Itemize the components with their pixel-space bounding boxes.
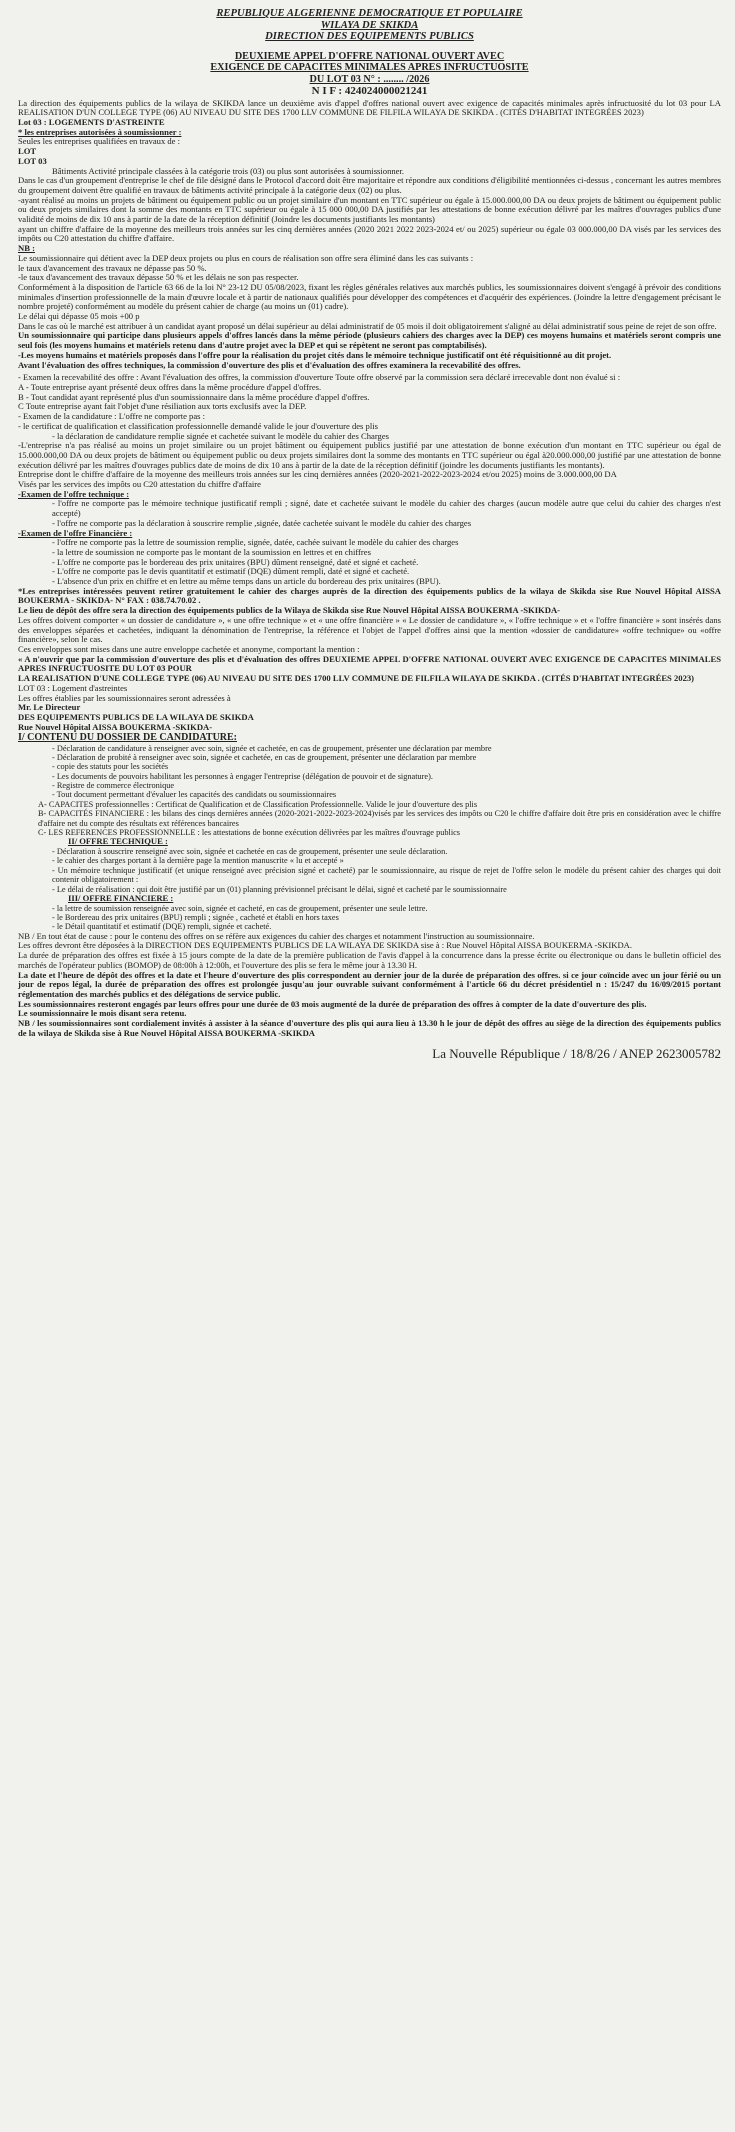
- dossier-capacites-fin: B- CAPACITÉS FINANCIERE : les bilans des cinqs dernières années (2020-2021-2022-2023-2024)visés par les services des impôts ou C20 le chiffre d'affaire doit être pris en considération avec le chiffre d'affaire net du compte des résultats ext références bancaires: [38, 809, 721, 828]
- authorized-heading: * les entreprises autorisées à soumissionner :: [18, 126, 182, 137]
- candidature-turnover: Entreprise dont le chiffre d'affaire de la moyenne des meilleurs trois années sur les cinq dernières années (2020-2021-2022-2023-2024 et/ou 2025) moins de 3.000.000,00 DA: [18, 469, 617, 480]
- lot-heading: Lot 03 : LOGEMENTS D'ASTREINTE: [18, 117, 165, 128]
- dossier-item-3: - copie des statuts pour les sociétés: [52, 762, 169, 772]
- recevabilite-a: A - Toute entreprise ayant présenté deux offres dans la même procédure d'appel d'offres.: [18, 382, 322, 392]
- dossier-item-1: - Déclaration de candidature à renseigner avec soin, signée et cachetée, en cas de groupement, présenter une déclaration par membre: [52, 743, 492, 753]
- financiere-exam-2: - la lettre de soumission ne comporte pas le montant de la soumission en lettres et en chiffres: [52, 546, 371, 557]
- lot-mention: LOT 03 : Logement d'astreintes: [18, 682, 128, 693]
- title-line-1: DEUXIEME APPEL D'OFFRE NATIONAL OUVERT AVEC: [234, 50, 505, 62]
- dossier-capacites-pro: A- CAPACITES professionnelles : Certificat de Qualification et de Classification Professionnelle. Valide le jour d'ouverture des plis: [38, 799, 478, 809]
- candidature-cert: - le certificat de qualification et classification professionnelle demandé valide le jour d'ouverture des plis: [18, 420, 378, 431]
- closing-retained: Le soumissionnaire le mois disant sera retenu.: [18, 1008, 187, 1019]
- opening-mention: « A n'ouvrir que par la commission d'ouverture des plis et d'évaluation des offres DEUXIEME APPEL D'OFFRE NATIONAL OUVERT AVEC EXIGENCE DE CAPACITES MINIMALES APRES INFRUCTUOSITE DU LOT 03 POUR: [18, 653, 721, 674]
- dossier-item-5: - Registre de commerce électronique: [52, 781, 175, 791]
- deposit-place: Le lieu de dépôt des offre sera la direction des équipements publics de la Wilaya de Skikda sise Rue Nouvel Hôpital AISSA BOUKERMA -SKIKDA-: [18, 605, 561, 616]
- technique-item-3: - Un mémoire technique justificatif (et unique renseigné avec précision signé et cacheté) par le soumissionnaire, au risque de rejet de l'offre selon le modèle du présent cahier des charges qui doit contenir obligatoirement :: [52, 865, 721, 885]
- closing-nb: NB / En tout état de cause : pour le contenu des offres on se réfère aux exigences du cahier des charges et notamment l'instruction au soumissionnaire.: [18, 930, 535, 941]
- candidature-projects: -L'entreprise n'a pas réalisé au moins un projet similaire ou un projet bâtiment ou équipement publics justifié par une attestation de bonne exécution d'un montant en TTC supérieur ou égal de 15.000.000,00 DA ou deux projets de bâtiment ou équipement public ou deux projets similaires dont la somme des montants en TTC supérieur ou égal à20.000.000,00 justifié par une attestation de bonne exécution délivré par les maîtres d'ouvrages publics date de moins de dix 10 ans à partir de la date de la réception définitif (joindre les documents justifiants les montants).: [18, 440, 721, 470]
- financiere-exam-4: - L'offre ne comporte pas le devis quantitatif et estimatif (DQE) dûment rempli, daté et signé et cacheté.: [52, 566, 410, 577]
- nb-paragraph: Le soumissionnaire qui détient avec la DEP deux projets ou plus en cours de réalisation son offre sera éliminé dans les cas suivants :: [18, 252, 474, 263]
- recevabilite-b: B - Tout candidat ayant représenté plus d'un soumissionnaire dans la même procédure d'appel d'offres.: [18, 391, 370, 402]
- dossier-item-2: - Déclaration de probité à renseigner avec soin, signée et cachetée, en cas de groupement, présenter une déclaration par membre: [52, 752, 477, 762]
- technique-item-1: - Déclaration à souscrire renseigné avec soin, signée et cachetée en cas de groupement, présenter une seule déclaration.: [52, 847, 448, 857]
- newspaper-footer: La Nouvelle République / 18/8/26 / ANEP 2623005782: [432, 1045, 721, 1061]
- closing-duration: La durée de préparation des offres est fixée à 15 jours compte de la date de la première publication de l'avis d'appel à la concurrence dans la presse écrite ou électronique ou dans le bulletin officiel des marchés de l'opérateur publics (BOMOP) de 08:00h à 12:00h, et l'ouverture des plis se fera le même jour à 13.30 H.: [18, 950, 721, 970]
- rate-line-1: le taux d'avancement des travaux ne dépasse pas 50 %.: [18, 262, 207, 273]
- turnover-paragraph: ayant un chiffre d'affaire de la moyenne des meilleurs trois années sur les cinq dernières années (2020 2021 2022 2023-2024 et/ ou 2025) supérieur ou égale 03 000.000,00 DA visés par les services des impôts ou C20 attestation du chiffre d'affaire.: [18, 223, 721, 244]
- intro-paragraph: La direction des équipements publics de la wilaya de SKIKDA lance un deuxième avis d'appel d'offres national ouvert avec exigence de capacités minimales après infructuosité du lot 03 pour LA REALISATION D'UN COLLEGE TYPE (06) AU NIVEAU DU SITE DES 1700 LLV COMMUNE DE FILFILA WILAYA DE SKIKDA . (CITÉS D'HABITAT INTEGRÉES 2023): [18, 97, 721, 118]
- financiere-exam-heading: -Examen de l'offre Financière :: [18, 527, 133, 538]
- insertion-paragraph: Conformément à la disposition de l'article 63 66 de la loi N° 23-12 DU 05/08/2023, fixant les règles générales relatives aux marchés publics, les soumissionnaires doivent s'engagé à prévoir des conditions minimales d'insertion professionnelle de la main d'œuvre locale et à partir de nationaux qualifiés pour développer des compétences et d'acquérir des expériences. (Joindre la lettre d'engagement précisant le nombre projeté) conformément au modèle du présent cahier de charge (au moins un (01) cadre).: [18, 281, 721, 312]
- groupement-paragraph: Dans le cas d'un groupement d'entreprise le chef de file désigné dans le Protocol d'accord doit être majoritaire et répondre aux conditions d'éligibilité mentionnées ci-dessus , concernant les autres membres du groupement doivent être qualifié en travaux de bâtiments activité principale à la catégorie deux (02) ou plus.: [18, 175, 722, 195]
- technique-heading: II/ OFFRE TECHNIQUE :: [68, 836, 168, 847]
- direction-line: DES EQUIPEMENTS PUBLICS DE LA WILAYA DE SKIKDA: [18, 711, 254, 722]
- closing-deposit: Les offres devront être déposées à la DIRECTION DES EQUIPEMENTS PUBLICS DE LA WILAYA DE SKIKDA sise à : Rue Nouvel Hôpital AISSA BOUKERMA -SKIKDA.: [18, 940, 633, 951]
- closing-invitation: NB / les soumissionnaires sont cordialement invités à assister à la séance d'ouverture des plis qui aura lieu à 13.30 h le jour de dépôt des offres au siège de la direction des équipements publics de la wilaya de Skikda sise à Rue Nouvel Hôpital AISSA BOUKERMA -SKIKDA: [18, 1018, 721, 1038]
- multiple-offers-paragraph: Un soumissionnaire qui participe dans plusieurs appels d'offres lancés dans la même période (plusieurs cahiers des charges avec la DEP) ces moyens humains et matériels seront compris une seul fois (les moyens humains et matériels retenu dans d'autre projet avec la DEP et qui se répètent ne seront pas comptabilisés).: [18, 330, 721, 351]
- lot-label: LOT: [18, 146, 37, 157]
- nb-label: NB :: [18, 243, 35, 254]
- financiere-item-3: - le Détail quantitatif et estimatif (DQE) rempli, signée et cacheté.: [52, 922, 272, 932]
- candidature-declaration: - la déclaration de candidature remplie signée et cachetée suivant le modèle du cahier des Charges: [52, 430, 389, 441]
- means-paragraph: -Les moyens humains et matériels proposés dans l'offre pour la réalisation du projet cités dans le mémoire technique justificatif ont été réquisitionné au dit projet.: [18, 349, 612, 360]
- financiere-item-1: - la lettre de soumission renseignée avec soin, signée et cacheté, en cas de groupement, présenter une seule lettre.: [52, 903, 428, 913]
- dossier-item-6: - Tout document permettant d'évaluer les capacités des candidats ou soumissionnaires: [52, 790, 337, 800]
- financiere-exam-1: - l'offre ne comporte pas la lettre de soumission remplie, signée, datée, cachée suivant le modèle du cahier des charges: [52, 537, 459, 548]
- technique-exam-1: - l'offre ne comporte pas le mémoire technique justificatif rempli ; signé, date et cachetée suivant le modèle du cahier des charges (aucun modèle autre que celui du cahier des charges n'est accepté): [52, 498, 721, 519]
- technique-item-2: - le cahier des charges portant à la dernière page la mention manuscrite « lu et accepté »: [52, 856, 344, 866]
- dossier-item-4: - Les documents de pouvoirs habilitant les personnes à engager l'entreprise (délégation de pouvoir et de signature).: [52, 771, 433, 781]
- candidature-visa: Visés par les services des impôts ou C20 attestation du chiffre d'affaire: [18, 479, 261, 490]
- addressed-line: Les offres établies par les soumissionnaires seront adressées à: [18, 692, 231, 703]
- header-wilaya: WILAYA DE SKIKDA: [320, 19, 419, 31]
- header-direction: DIRECTION DES EQUIPEMENTS PUBLICS: [265, 31, 474, 43]
- nif-number: N I F : 424024000021241: [311, 85, 428, 98]
- technique-exam-heading: -Examen de l'offre technique :: [18, 488, 130, 499]
- evaluation-paragraph: Avant l'évaluation des offres techniques, la commission d'ouverture des plis et d'évaluation des offres examinera la recevabilité des offres.: [18, 359, 521, 370]
- financiere-item-2: - le Bordereau des prix unitaires (BPU) rempli ; signée , cacheté et établi en hors taxes: [52, 913, 339, 923]
- recevabilite-paragraph: - Examen la recevabilité des offre : Avant l'évaluation des offres, la commission d'ouverture Toute offre observé par la commission sera déclaré irrecevable dont non évalué si :: [18, 372, 621, 383]
- financiere-heading: III/ OFFRE FINANCIERE :: [68, 892, 174, 903]
- dossier-references: C- LES REFERENCES PROFESSIONNELLE : les attestations de bonne exécution délivrées par les maîtres d'ouvrage publics: [38, 827, 461, 837]
- director-line: Mr. Le Directeur: [18, 702, 81, 713]
- financiere-exam-5: - L'absence d'un prix en chiffre et en lettre au même temps dans un article du bordereau des prix unitaires (BPU).: [52, 576, 441, 587]
- header-republic: REPUBLIQUE ALGERIENNE DEMOCRATIQUE ET POPULAIRE: [216, 8, 523, 19]
- technique-item-4: - Le délai de réalisation : qui doit être justifié par un (01) planning prévisionnel précisant le délai, signé et cacheté par le soumissionnaire: [52, 884, 507, 894]
- address-line: Rue Nouvel Hôpital AISSA BOUKERMA -SKIKDA-: [18, 721, 213, 732]
- closing-dates: La date et l'heure de dépôt des offres et la date et l'heure d'ouverture des plis correspondent au dernier jour de la durée de préparation des offres. si ce jour coïncide avec un jour férié ou un jour de repos légal, la durée de préparation des offres est prolongée jusqu'au jour ouvrable suivant conformément à l'article 66 du décret présidentiel n : 15/247 du 16/09/2015 portant réglementation des marchés publics et des délégations de service public.: [18, 969, 721, 999]
- dossier-heading: I/ CONTENU DU DOSSIER DE CANDIDATURE:: [18, 732, 238, 744]
- candidature-exam: - Examen de la candidature : L'offre ne comporte pas :: [18, 411, 206, 422]
- project-mention: LA REALISATION D'UNE COLLEGE TYPE (06) AU NIVEAU DU SITE DES 1700 LLV COMMUNE DE FILFILA WILAYA DE SKIKDA . (CITÉS D'HABITAT INTEGRÉES 2023): [18, 673, 695, 684]
- recevabilite-c: C Toute entreprise ayant fait l'objet d'une résiliation aux torts exclusifs avec la DEP.: [18, 401, 307, 412]
- retrieval-paragraph: *Les entreprises intéressées peuvent retirer gratuitement le cahier des charges auprès de la direction des équipements publics de la wilaya de Skikda sise Rue Nouvel Hôpital AISSA BOUKERMA - SKIKDA- N° FAX : 038.74.70.02 .: [18, 585, 721, 606]
- title-line-2: EXIGENCE DE CAPACITES MINIMALES APRES INFRUCTUOSITE: [210, 62, 529, 74]
- rate-line-2: -le taux d'avancement des travaux dépasse 50 % et les délais ne son pas respecter.: [18, 272, 299, 283]
- lot-03-label: LOT 03: [18, 155, 47, 166]
- title-lot-number: DU LOT 03 N° : ........ /2026: [309, 73, 430, 85]
- qualified-line: Seules les entreprises qualifiées en travaux de :: [18, 136, 181, 147]
- notice-page: [0, 0, 735, 1061]
- envelopes-paragraph: Les offres doivent comporter « un dossier de candidature », « une offre technique » et « une offre financière » « Le dossier de candidature », « l'offre technique » et « l'offre financière » sont insérés dans des enveloppes séparées et cachetées, indiquant la dénomination de l'entreprise, la référence et l'objet de l'appel d'offres ainsi que la mention «dossier de candidature» «offre technique» ou «offre financière», selon le cas.: [18, 614, 721, 645]
- delay-line: Le délai qui dépasse 05 mois +00 p: [18, 311, 140, 322]
- envelope-mention: Ces enveloppes sont mises dans une autre enveloppe cachetée et anonyme, comportant la mention :: [18, 643, 360, 654]
- financiere-exam-3: - L'offre ne comporte pas le bordereau des prix unitaires (BPU) dûment renseigné, daté et signé et cacheté.: [52, 556, 419, 567]
- technique-exam-2: - l'offre ne comporte pas la déclaration à souscrire remplie ,signée, datée cachetée suivant le modèle du cahier des charges: [52, 517, 472, 528]
- delay-paragraph: Dans le cas où le marché est attribuer à un candidat ayant proposé un délai supérieur au délai administratif de 05 mois il doit obligatoirement s'aligné au délai administratif sous peine de rejet de son offre.: [18, 320, 717, 331]
- projects-paragraph: -ayant réalisé au moins un projets de bâtiment ou équipement public ou un projet similaire d'un montant en TTC supérieur ou égale à 15.000.000,00 DA ou deux projets de bâtiment ou équipement public ou deux projets similaires dont la somme des montants en TTC supérieur ou égale à 15 000 000,00 DA justifiés par les attestations de bonne exécution délivré par les maîtres d'ouvrages publics d'une validité de moins de dix 10 ans à partir de la date de la réception définitif (Joindre les documents justifiants les montants): [18, 194, 721, 225]
- closing-engagement: Les soumissionnaires resteront engagés par leurs offres pour une durée de 03 mois augmenté de la durée de préparation des offres à compter de la date d'ouverture des plis.: [18, 998, 647, 1009]
- category-paragraph: Bâtiments Activité principale classées à la catégorie trois (03) ou plus sont autorisées à soumissionner.: [52, 165, 405, 176]
